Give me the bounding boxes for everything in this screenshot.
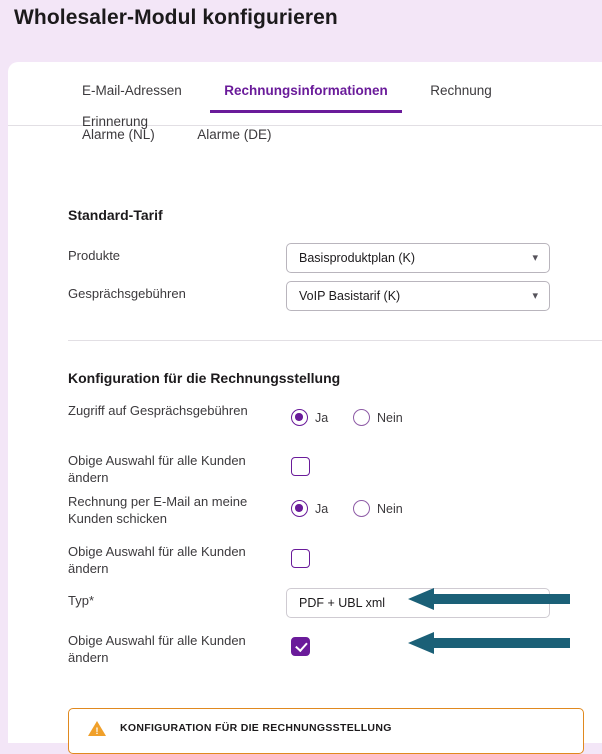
- section-title-standard-tariff: Standard-Tarif: [68, 207, 163, 223]
- chevron-down-icon: ▾: [532, 290, 538, 302]
- label-produkte: Produkte: [68, 248, 121, 263]
- warning-banner-text: KONFIGURATION FÜR DIE RECHNUNGSSTELLUNG: [120, 722, 392, 734]
- select-gespraechsgebuehren[interactable]: [286, 281, 550, 311]
- tab-bar-secondary: [8, 126, 602, 160]
- radio-icon-unselected[interactable]: [353, 500, 370, 517]
- page-title: Wholesaler-Modul konfigurieren: [14, 6, 338, 29]
- radio-invoice-email-no-label: Nein: [377, 501, 403, 516]
- select-gespraechsgebuehren-value: VoIP Basistarif (K): [299, 289, 401, 303]
- label-apply-all-1: Obige Auswahl für alle Kunden ändern: [68, 453, 246, 485]
- tab-email-addresses[interactable]: E-Mail-Adressen: [82, 83, 182, 98]
- tab-invoice[interactable]: Rechnung: [430, 83, 492, 98]
- tab-reminder[interactable]: Erinnerung: [82, 114, 149, 129]
- radio-access-yes[interactable]: [291, 409, 328, 426]
- label-invoice-by-email: Rechnung per E-Mail an meine Kunden schicken: [68, 494, 248, 526]
- tab-alarms-de[interactable]: Alarme (DE): [197, 127, 272, 142]
- section-title-billing-config: Konfiguration für die Rechnungsstellung: [68, 370, 341, 386]
- tab-alarms-nl[interactable]: Alarme (NL): [82, 127, 155, 142]
- warning-exclamation-glyph: !: [95, 726, 99, 736]
- radio-invoice-email-no[interactable]: [353, 500, 403, 517]
- label-apply-all-2: Obige Auswahl für alle Kunden ändern: [68, 544, 246, 576]
- tab-bar-primary: [8, 82, 602, 129]
- radio-icon-unselected[interactable]: [353, 409, 370, 426]
- label-type: Typ*: [68, 593, 95, 608]
- tab-invoice-information[interactable]: Rechnungsinformationen: [210, 83, 402, 113]
- label-access-call-charges: Zugriff auf Gesprächsgebühren: [68, 403, 248, 418]
- radio-access-yes-label: Ja: [315, 410, 329, 425]
- select-type-value: PDF + UBL xml: [299, 596, 386, 610]
- radio-access-no-label: Nein: [377, 410, 403, 425]
- chevron-down-icon: ▾: [532, 252, 538, 264]
- section-divider: [68, 340, 602, 341]
- select-produkte[interactable]: [286, 243, 550, 273]
- radio-invoice-email-yes-label: Ja: [315, 501, 329, 516]
- radio-icon-selected[interactable]: [291, 409, 308, 426]
- checkbox-apply-all-3[interactable]: [291, 637, 310, 656]
- checkbox-apply-all-1[interactable]: [291, 457, 310, 476]
- label-gespraechsgebuehren: Gesprächsgebühren: [68, 286, 186, 301]
- annotation-arrow-checkbox: [408, 632, 570, 654]
- radio-invoice-email-yes[interactable]: [291, 500, 328, 517]
- annotation-arrow-type: [408, 588, 570, 610]
- radio-access-no[interactable]: [353, 409, 403, 426]
- select-produkte-value: Basisproduktplan (K): [299, 251, 416, 265]
- label-apply-all-3: Obige Auswahl für alle Kunden ändern: [68, 633, 246, 665]
- radio-icon-selected[interactable]: [291, 500, 308, 517]
- checkbox-apply-all-2[interactable]: [291, 549, 310, 568]
